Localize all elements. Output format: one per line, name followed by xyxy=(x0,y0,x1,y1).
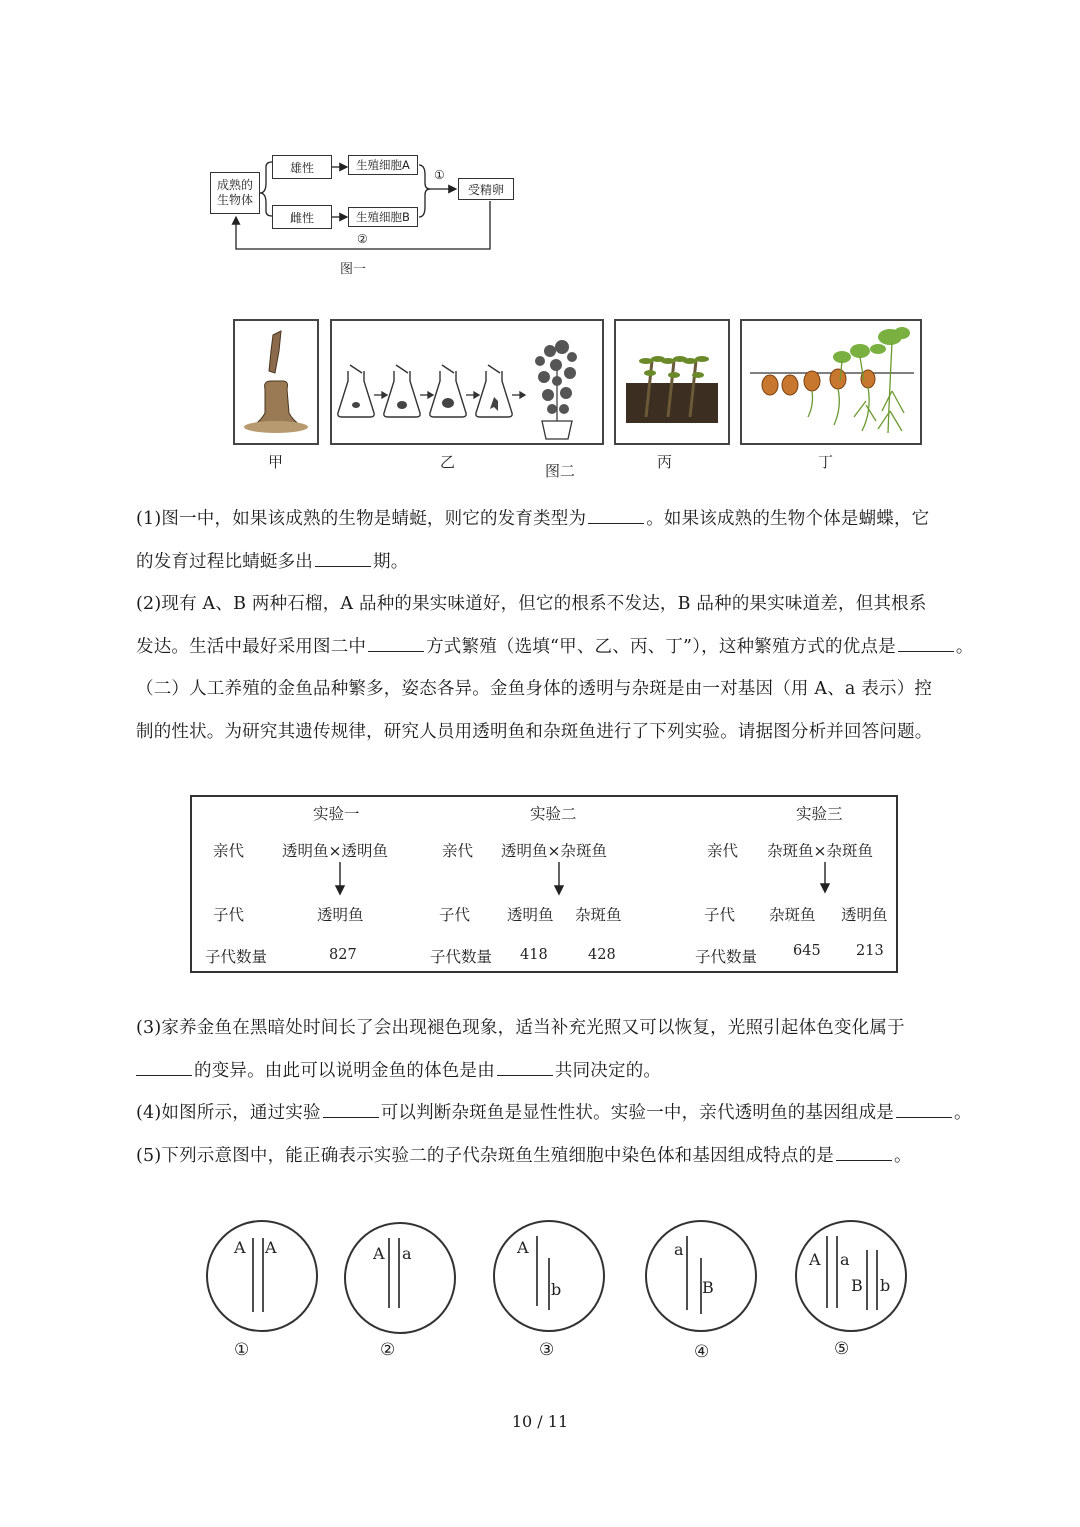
panel-yi-tissue-culture xyxy=(330,319,604,445)
question-3-cont: 的变异。由此可以说明金鱼的体色是由 共同决定的。 xyxy=(136,1050,986,1093)
mature-organism-label: 成熟的生物体 xyxy=(216,178,253,207)
exp2-count-1: 418 xyxy=(520,947,548,963)
chromosome-lines-2 xyxy=(344,1222,456,1334)
cross-arrows xyxy=(190,860,898,896)
exp2-child-1: 透明鱼 xyxy=(507,906,554,924)
answer-blank[interactable] xyxy=(497,1074,553,1076)
exp3-count-label: 子代数量 xyxy=(695,948,758,966)
exp2-parent-label: 亲代 xyxy=(442,842,474,860)
exp2-title: 实验二 xyxy=(530,805,577,823)
gamete-a-label: 生殖细胞A xyxy=(356,158,410,172)
answer-blank[interactable] xyxy=(896,1116,952,1118)
gene-label: a xyxy=(840,1250,850,1269)
gamete-b-label: 生殖细胞B xyxy=(356,210,410,224)
answer-blank[interactable] xyxy=(323,1116,379,1118)
exp2-child-label: 子代 xyxy=(439,906,471,924)
option-number-3: ③ xyxy=(539,1340,555,1360)
figure-1-connectors xyxy=(200,145,530,255)
male-label: 雄性 xyxy=(289,160,314,175)
answer-blank[interactable] xyxy=(315,565,371,567)
panel-label-jia: 甲 xyxy=(268,453,284,471)
arrow-down-icon xyxy=(821,884,829,892)
question-5: (5)下列示意图中，能正确表示实验二的子代杂斑鱼生殖细胞中染色体和基因组成特点的是 。 xyxy=(136,1145,912,1166)
question-4: (4)如图所示，通过实验 可以判断杂斑鱼是显性性状。实验一中，亲代透明鱼的基因组成是 。 xyxy=(136,1103,972,1123)
step-1-label: ① xyxy=(434,168,445,182)
exp1-child-1: 透明鱼 xyxy=(317,906,364,924)
gene-label: B xyxy=(702,1278,714,1297)
panel-label-bing: 丙 xyxy=(657,453,673,471)
arrow-down-icon xyxy=(555,886,563,894)
page-number: 10 / 11 xyxy=(511,1412,569,1431)
panel-label-ding: 丁 xyxy=(818,453,834,471)
gene-label: A xyxy=(373,1244,385,1263)
grafting-illustration xyxy=(235,321,317,443)
seed-germination-illustration xyxy=(742,321,920,443)
exp1-cross: 透明鱼×透明鱼 xyxy=(282,842,388,860)
answer-blank[interactable] xyxy=(836,1159,892,1161)
exp1-parent-label: 亲代 xyxy=(213,842,245,860)
questions-block-2 xyxy=(136,1007,986,1177)
exp3-child-label: 子代 xyxy=(704,906,736,924)
arrow-down-icon xyxy=(336,886,344,894)
gene-label: A xyxy=(265,1238,277,1257)
section-2-intro: （二）人工养殖的金鱼品种繁多，姿态各异。金鱼身体的透明与杂斑是由一对基因（用 A、a 表示）控 xyxy=(136,679,933,699)
chromosome-lines-1 xyxy=(206,1220,318,1332)
gene-label: A xyxy=(234,1238,246,1257)
exp3-count-1: 645 xyxy=(793,943,821,959)
option-number-5: ⑤ xyxy=(834,1339,850,1359)
gene-label: b xyxy=(880,1276,891,1295)
exp2-child-2: 杂斑鱼 xyxy=(575,906,622,924)
option-number-2: ② xyxy=(380,1340,396,1360)
panel-ding-seeds xyxy=(740,319,922,445)
gene-label: A xyxy=(517,1238,529,1257)
exp1-count-label: 子代数量 xyxy=(205,948,268,966)
question-1-cont: 的发育过程比蜻蜓多出 期。 xyxy=(136,551,409,572)
answer-blank[interactable] xyxy=(898,650,954,652)
exp2-count-label: 子代数量 xyxy=(430,948,493,966)
tissue-culture-illustration xyxy=(332,321,602,443)
exp3-child-1: 杂斑鱼 xyxy=(769,906,816,924)
chromosome-lines-4 xyxy=(645,1220,757,1332)
gene-label: B xyxy=(851,1276,863,1295)
answer-blank[interactable] xyxy=(368,650,424,652)
exp3-title: 实验三 xyxy=(796,805,843,823)
option-number-4: ④ xyxy=(694,1342,710,1362)
exp1-count-1: 827 xyxy=(329,947,357,963)
question-3: (3)家养金鱼在黑暗处时间长了会出现褪色现象，适当补充光照又可以恢复，光照引起体色变化属于 xyxy=(136,1018,905,1038)
zygote-label: 受精卵 xyxy=(467,182,504,197)
panel-label-yi: 乙 xyxy=(440,453,456,471)
gene-label: b xyxy=(551,1280,562,1299)
exp1-title: 实验一 xyxy=(313,805,360,823)
questions-block-1 xyxy=(136,498,986,753)
question-2-cont: 发达。生活中最好采用图二中 方式繁殖（选填“甲、乙、丙、丁”），这种繁殖方式的优点是 。 xyxy=(136,636,974,657)
exp3-child-2: 透明鱼 xyxy=(841,906,888,924)
question-1: (1)图一中，如果该成熟的生物是蜻蜓，则它的发育类型为 。如果该成熟的生物个体是蝴蝶，它 xyxy=(136,509,930,529)
section-2-intro-cont: 制的性状。为研究其遗传规律，研究人员用透明鱼和杂斑鱼进行了下列实验。请据图分析并回答问题。 xyxy=(136,721,933,742)
option-number-1: ① xyxy=(234,1340,250,1360)
exp3-parent-label: 亲代 xyxy=(707,842,739,860)
cuttings-illustration xyxy=(616,321,728,443)
exp2-cross: 透明鱼×杂斑鱼 xyxy=(501,842,607,860)
answer-blank[interactable] xyxy=(136,1074,192,1076)
panel-bing-cuttings xyxy=(614,319,730,445)
female-label: 雌性 xyxy=(289,210,314,225)
question-2: (2)现有 A、B 两种石榴，A 品种的果实味道好，但它的根系不发达，B 品种的果实味道差，但其根系 xyxy=(136,594,927,614)
exp2-count-2: 428 xyxy=(588,947,616,963)
gene-label: A xyxy=(809,1250,821,1269)
answer-blank[interactable] xyxy=(588,522,644,524)
panel-jia-grafting xyxy=(233,319,319,445)
figure-2-caption: 图二 xyxy=(545,462,576,480)
step-2-label: ② xyxy=(357,232,368,246)
exp3-count-2: 213 xyxy=(856,943,884,959)
exp3-cross: 杂斑鱼×杂斑鱼 xyxy=(767,842,873,860)
exp1-child-label: 子代 xyxy=(213,906,245,924)
chromosome-lines-3 xyxy=(493,1220,605,1332)
gene-label: a xyxy=(402,1244,412,1263)
gene-label: a xyxy=(674,1240,684,1259)
figure-1-caption: 图一 xyxy=(340,262,367,277)
